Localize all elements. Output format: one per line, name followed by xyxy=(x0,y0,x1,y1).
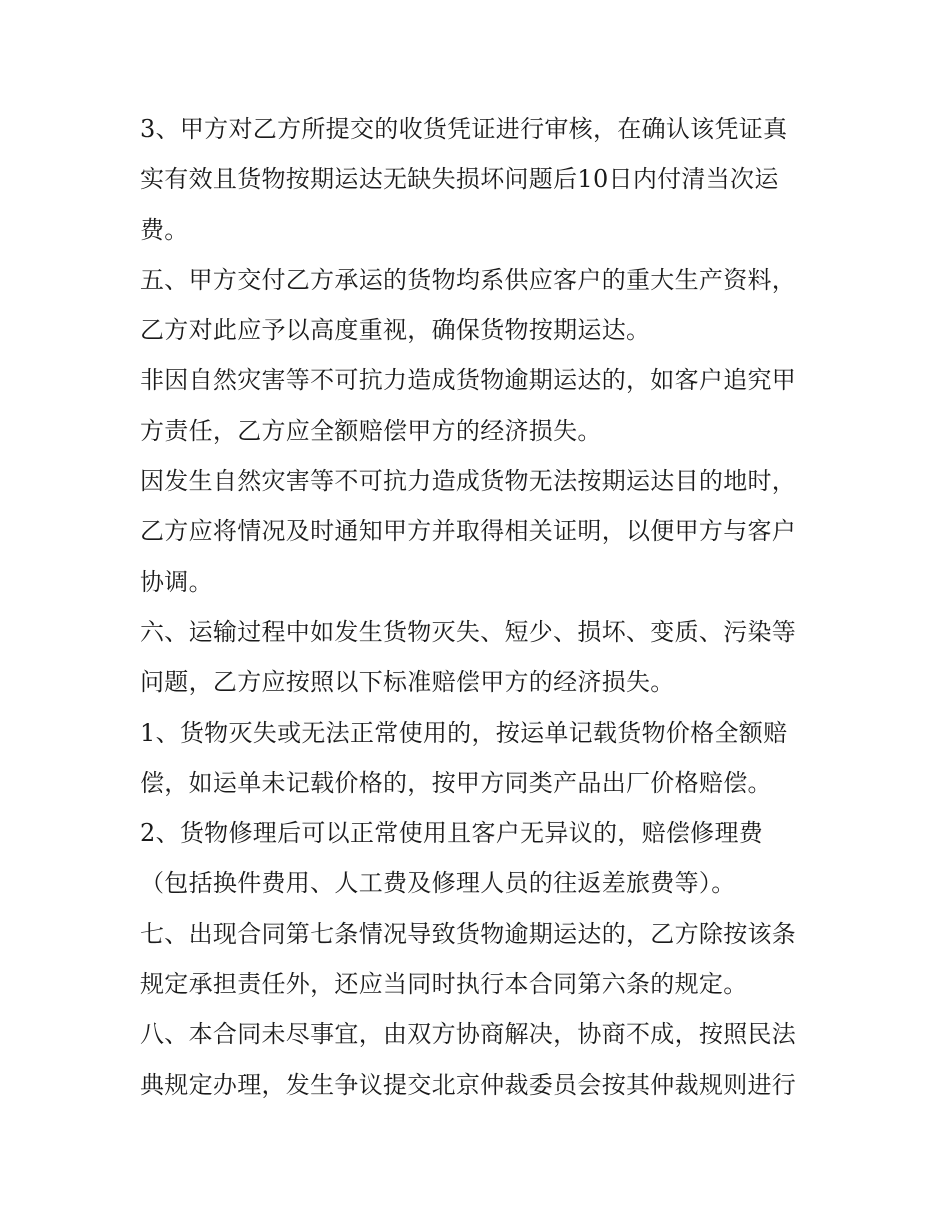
paragraph-clause-6: 六、运输过程中如发生货物灭失、短少、损坏、变质、污染等 问题，乙方应按照以下标准赔偿甲方的经济损失。 xyxy=(140,617,797,697)
paragraph-clause-5: 五、甲方交付乙方承运的货物均系供应客户的重大生产资料， 乙方对此应予以高度重视，确保货物按期运达。 xyxy=(140,265,797,345)
paragraph-clause-7: 七、出现合同第七条情况导致货物逾期运达的，乙方除按该条 规定承担责任外，还应当同时执行本合同第六条的规定。 xyxy=(140,919,797,999)
document-body xyxy=(140,104,812,1110)
paragraph-clause-8: 八、本合同未尽事宜，由双方协商解决，协商不成，按照民法 典规定办理，发生争议提交北京仲裁委员会按其仲裁规则进行 xyxy=(140,1020,797,1099)
paragraph-compensation-repair: 2、货物修理后可以正常使用且客户无异议的，赔偿修理费 （包括换件费用、人工费及修理人员的往返差旅费等）。 xyxy=(140,819,764,898)
paragraph-payment-review: 3、甲方对乙方所提交的收货凭证进行审核，在确认该凭证真 实有效且货物按期运达无缺失损坏问题后10日内付清当次运 费。 xyxy=(140,115,788,244)
paragraph-compensation-loss: 1、货物灭失或无法正常使用的，按运单记载货物价格全额赔 偿，如运单未记载价格的，按甲方同类产品出厂价格赔偿。 xyxy=(140,718,788,797)
paragraph-force-majeure: 因发生自然灾害等不可抗力造成货物无法按期运达目的地时， 乙方应将情况及时通知甲方并取得相关证明，以便甲方与客户 协调。 xyxy=(140,467,797,596)
paragraph-non-force-majeure: 非因自然灾害等不可抗力造成货物逾期运达的，如客户追究甲 方责任，乙方应全额赔偿甲方的经济损失。 xyxy=(140,366,797,445)
